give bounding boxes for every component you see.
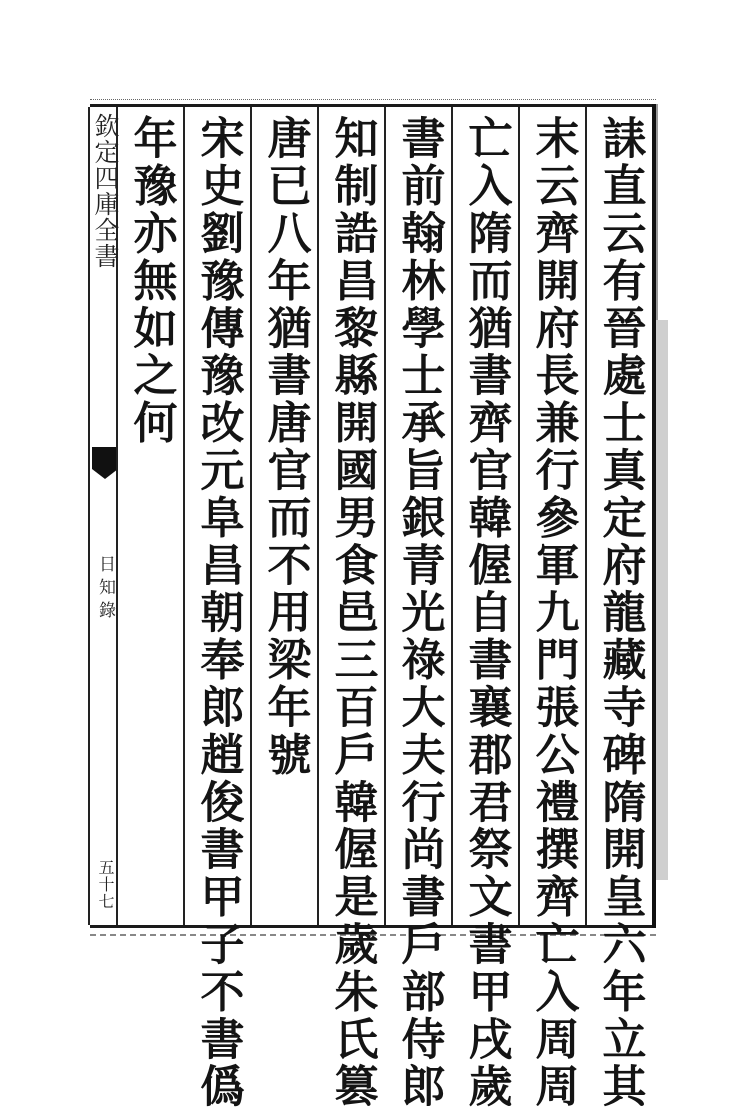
column-text: 亡入隋而猶書齊官韓偓自書襄郡君祭文書甲戌歲 [460,115,512,1110]
text-column [317,107,384,1110]
fish-tail-wedge [92,469,118,479]
text-column [250,107,317,925]
top-border-dots [90,99,656,101]
column-text: 唐已八年猶書唐官而不用梁年號 [259,115,311,779]
column-text: 知制誥昌黎縣開國男食邑三百戶韓偓是歲朱氏篡 [326,115,378,1110]
right-edge-shadow [656,320,668,880]
text-column [384,107,451,1110]
text-column [518,107,585,1110]
text-column [585,107,652,1110]
fish-tail-mark [92,447,118,469]
page-number: 五十七 [96,859,115,910]
collection-title: 欽定四庫全書 [91,113,120,269]
column-text: 末云齊開府長兼行參軍九門張公禮撰齊亡入周周 [527,115,579,1110]
column-text: 書前翰林學士承旨銀青光祿大夫行尚書戶部侍郎 [393,115,445,1110]
block-margin [88,107,118,925]
column-text: 誄直云有晉處士真定府龍藏寺碑隋開皇六年立其 [594,115,646,1110]
book-name: 日知錄 [95,555,115,624]
text-column [451,107,518,1110]
text-column [183,107,250,1110]
column-text: 年豫亦無如之何 [125,115,177,447]
right-edge-shadow-upper [656,104,658,320]
text-block [116,107,652,1110]
text-column [116,107,183,925]
column-text: 宋史劉豫傳豫改元阜昌朝奉郎趙俊書甲子不書僞 [192,115,244,1110]
